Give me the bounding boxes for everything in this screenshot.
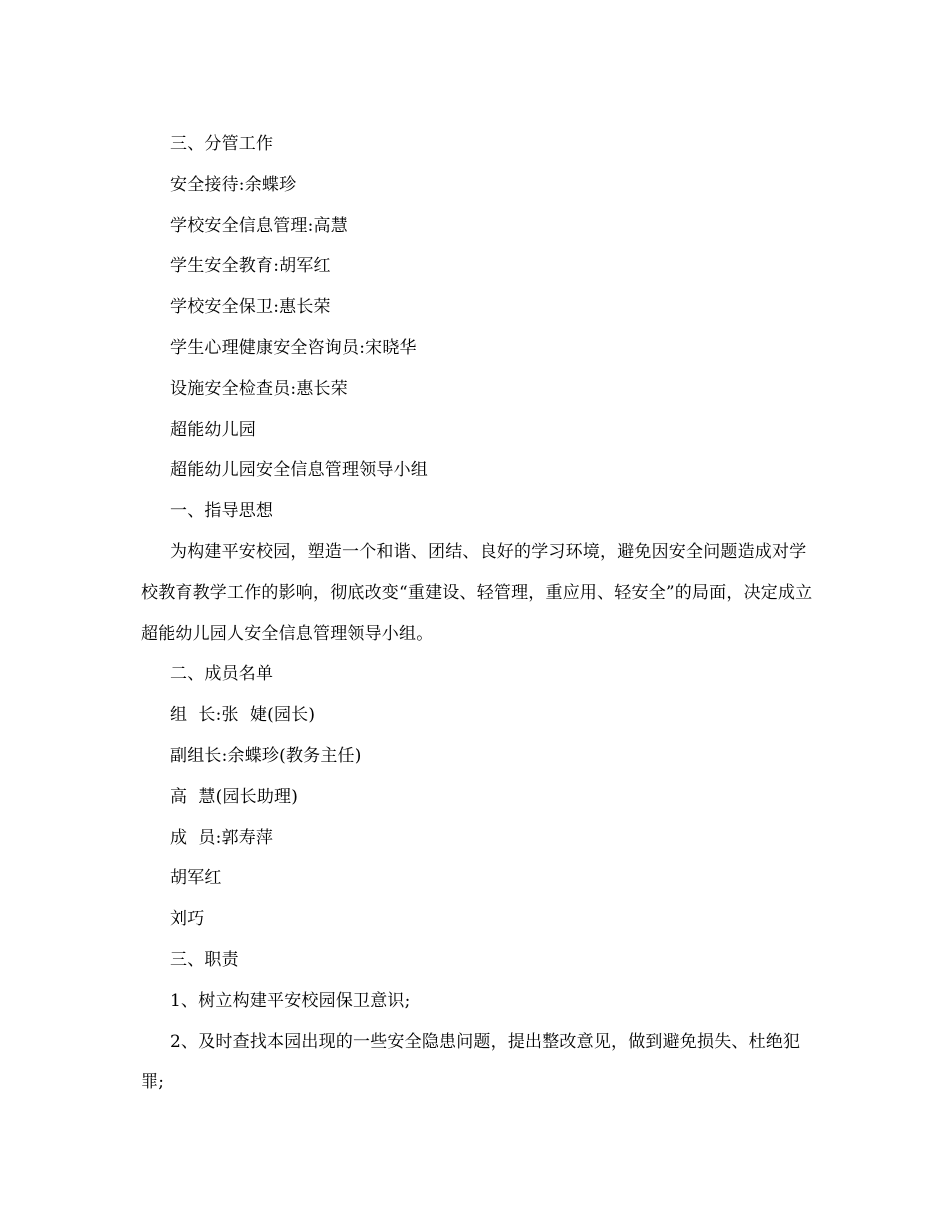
section-heading-member-list: 二、成员名单 <box>170 664 274 685</box>
member-line: 高 慧(园长助理) <box>170 786 299 807</box>
group-title: 超能幼儿园安全信息管理领导小组 <box>170 460 428 481</box>
assignment-line: 安全接待:余蝶珍 <box>170 174 297 195</box>
assignment-line: 学生安全教育:胡军红 <box>170 256 331 277</box>
organization-name: 超能幼儿园 <box>170 419 256 440</box>
member-line: 副组长:余蝶珍(教务主任) <box>170 745 362 766</box>
responsibility-item: 1、树立构建平安校园保卫意识; <box>170 990 411 1011</box>
guiding-principle-paragraph: 为构建平安校园，塑造一个和谐、团结、良好的学习环境，避免因安全问题造成对学校教育教学工作的影响，彻底改变“重建设、轻管理，重应用、轻安全”的局面，决定成立超能幼儿园人安全信息管理领导小组。 <box>141 541 813 644</box>
section-heading-responsibilities: 三、职责 <box>170 949 239 970</box>
assignment-line: 学校安全信息管理:高慧 <box>170 215 348 236</box>
member-line: 成 员:郭寿萍 <box>170 827 274 848</box>
responsibility-item: 2、及时查找本园出现的一些安全隐患问题，提出整改意见，做到避免损失、杜绝犯罪; <box>141 1031 801 1093</box>
section-heading-duties-assignment: 三、分管工作 <box>170 134 274 154</box>
member-line: 刘巧 <box>170 909 205 930</box>
assignment-line: 学生心理健康安全咨询员:宋晓华 <box>170 337 417 358</box>
member-line: 胡军红 <box>170 868 222 889</box>
section-heading-guiding-principle: 一、指导思想 <box>170 501 274 522</box>
document-body <box>141 124 813 1103</box>
assignment-line: 学校安全保卫:惠长荣 <box>170 297 331 318</box>
member-line: 组 长:张 婕(园长) <box>170 705 316 726</box>
assignment-line: 设施安全检查员:惠长荣 <box>170 378 348 399</box>
